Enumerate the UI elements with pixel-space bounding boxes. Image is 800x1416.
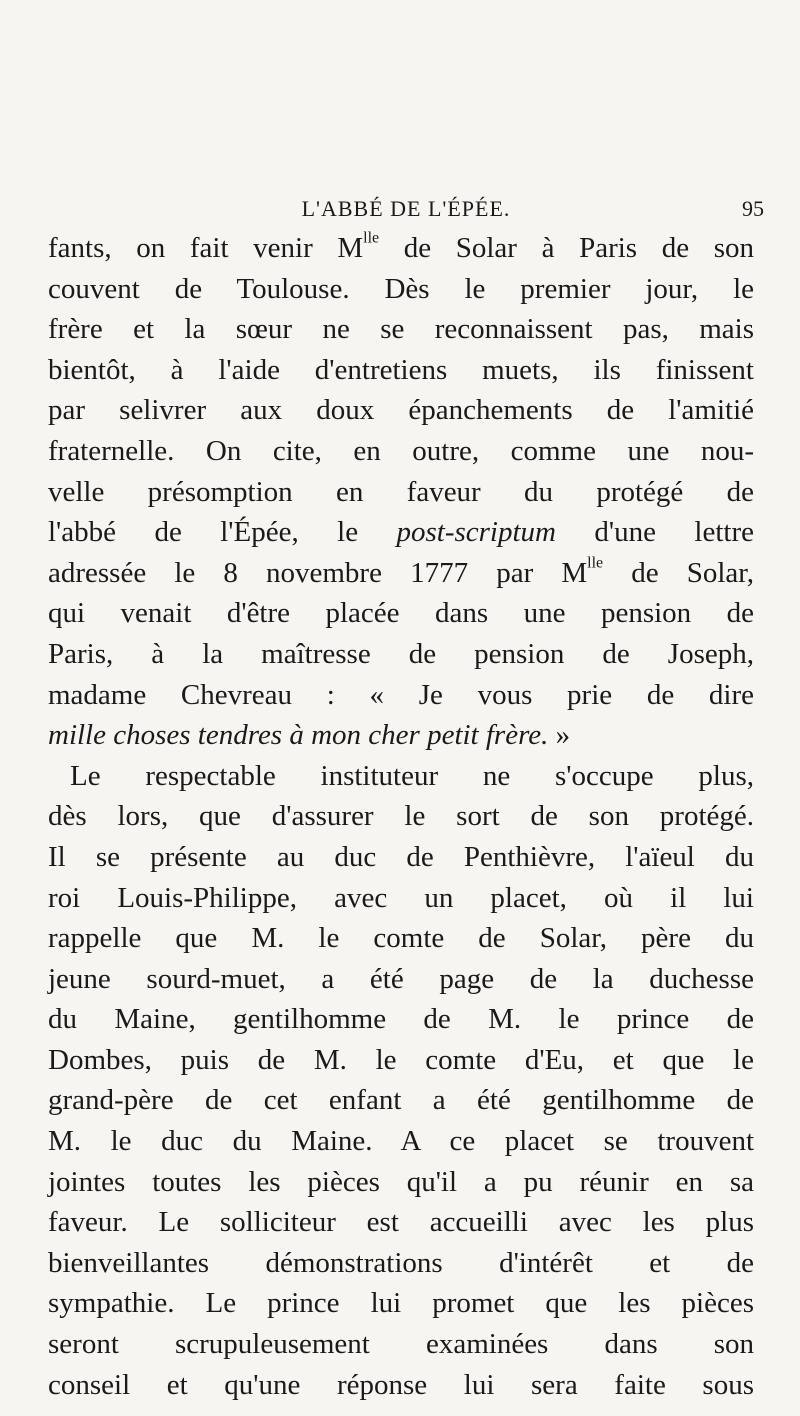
superscript: lle: [363, 229, 380, 247]
text-line: [48, 1243, 754, 1284]
text-line: [48, 999, 754, 1040]
text-run: d'une lettre: [555, 516, 754, 549]
text-run: couvent de Toulouse. Dès le premier jour, le: [48, 272, 754, 305]
text-run: fants, on fait venir M: [48, 232, 364, 264]
text-line: [48, 959, 754, 1000]
text-line: [48, 269, 754, 310]
text-run: seront scrupuleusement examinées dans son: [48, 1328, 754, 1361]
text-line: [48, 675, 754, 716]
text-line: [48, 1162, 754, 1203]
text-line: [48, 756, 754, 797]
text-run: rappelle que M. le comte de Solar, père du: [48, 922, 754, 955]
text-run: dès lors, que d'assurer le sort de son protégé.: [48, 800, 754, 833]
italic-text: mille choses tendres à mon cher petit frère.: [48, 719, 549, 752]
page-header: [48, 196, 764, 226]
text-line: [48, 390, 754, 431]
text-line: [48, 918, 754, 959]
text-run: frère et la sœur ne se reconnaissent pas, mais: [48, 313, 754, 346]
text-run: M. le duc du Maine. A ce placet se trouvent: [48, 1125, 754, 1158]
text-line: [48, 431, 754, 472]
text-run: Dombes, puis de M. le comte d'Eu, et que le: [48, 1043, 754, 1076]
text-run: jointes toutes les pièces qu'il a pu réunir en sa: [48, 1165, 754, 1198]
running-title: L'ABBÉ DE L'ÉPÉE.: [301, 196, 511, 221]
text-line: [48, 837, 754, 878]
text-line: [48, 1202, 754, 1243]
text-line: [48, 512, 754, 553]
text-run: bientôt, à l'aide d'entretiens muets, ils finissent: [48, 353, 754, 386]
text-run: qui venait d'être placée dans une pension de: [48, 597, 754, 630]
text-line: [48, 309, 754, 350]
text-run: madame Chevreau : « Je vous prie de dire: [48, 678, 754, 711]
text-line: [48, 715, 754, 756]
text-run: jeune sourd-muet, a été page de la duchesse: [48, 962, 754, 995]
text-line: [48, 1283, 754, 1324]
text-run: de Solar à Paris de son: [379, 232, 754, 264]
text-line: [48, 796, 754, 837]
text-line: [48, 472, 754, 513]
text-run: grand-père de cet enfant a été gentilhomme de: [48, 1084, 754, 1117]
text-line: [48, 553, 754, 594]
page-number: 95: [742, 196, 764, 221]
text-run: sympathie. Le prince lui promet que les pièces: [48, 1287, 754, 1320]
text-line: [48, 1365, 754, 1406]
text-run: conseil et qu'une réponse lui sera faite sous: [48, 1368, 754, 1401]
text-run: fraternelle. On cite, en outre, comme une nou-: [48, 434, 754, 467]
text-run: faveur. Le solliciteur est accueilli avec les plus: [48, 1206, 754, 1239]
text-line: [48, 350, 754, 391]
text-line: [48, 1080, 754, 1121]
text-line: [48, 228, 754, 269]
text-line: [48, 634, 754, 675]
text-line: [48, 878, 754, 919]
text-line: [48, 1324, 754, 1365]
text-run: du Maine, gentilhomme de M. le prince de: [48, 1003, 754, 1036]
text-run: velle présomption en faveur du protégé de: [48, 475, 754, 508]
text-line: [48, 593, 754, 634]
italic-text: post-scriptum: [396, 516, 556, 549]
text-run: par selivrer aux doux épanchements de l'amitié: [48, 394, 754, 427]
text-run: Le respectable instituteur ne s'occupe plus,: [70, 759, 754, 792]
text-run: de Solar,: [603, 556, 754, 589]
text-line: [48, 1040, 754, 1081]
text-run: bienveillantes démonstrations d'intérêt et de: [48, 1246, 754, 1279]
superscript: lle: [587, 554, 604, 572]
text-run: Il se présente au duc de Penthièvre, l'aïeul du: [48, 840, 754, 873]
text-line: [48, 1121, 754, 1162]
text-run: adressée le 8 novembre 1777 par M: [48, 556, 588, 589]
text-run: »: [548, 719, 571, 752]
body-text: [48, 228, 754, 1405]
text-run: l'abbé de l'Épée, le: [48, 516, 397, 549]
text-run: Paris, à la maîtresse de pension de Joseph,: [48, 637, 754, 670]
text-run: roi Louis-Philippe, avec un placet, où il lui: [48, 881, 754, 914]
